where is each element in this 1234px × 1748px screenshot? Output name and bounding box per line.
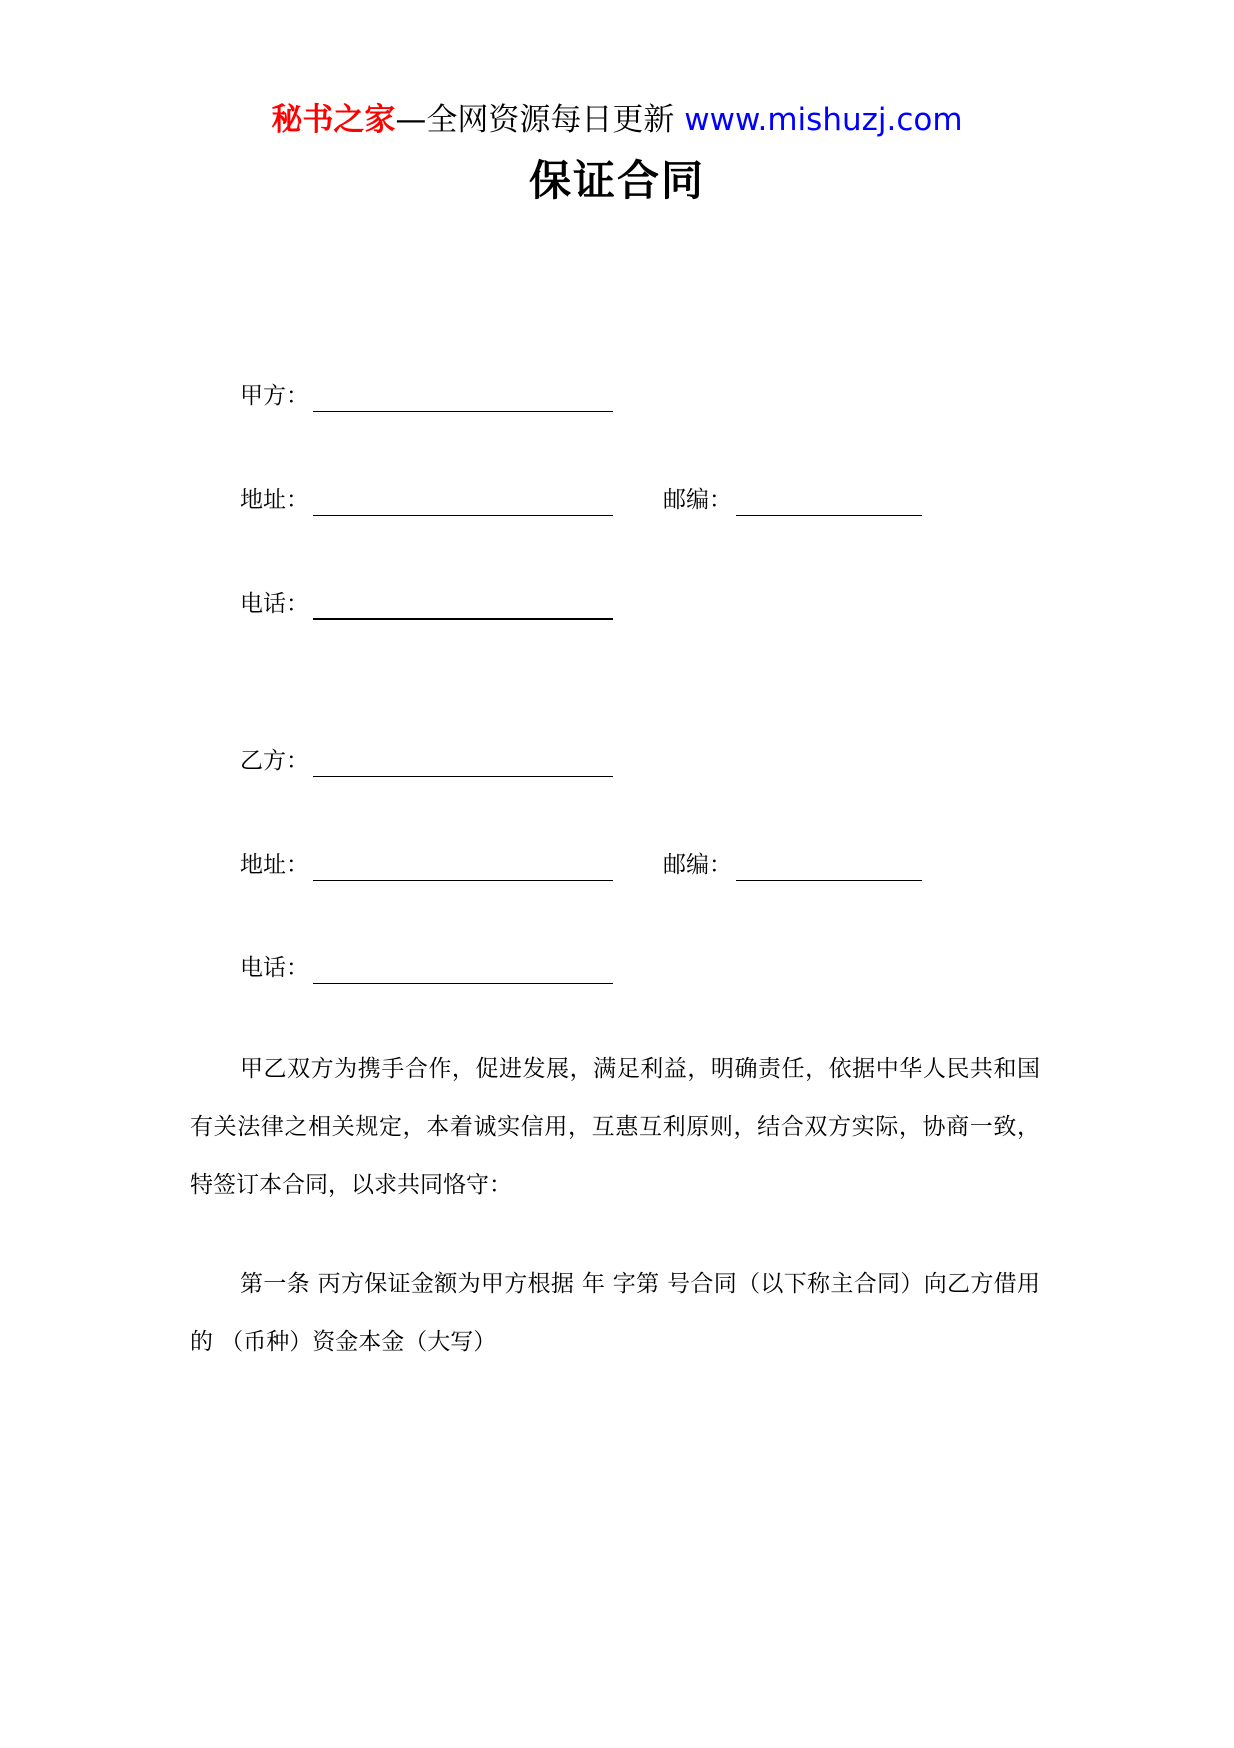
party-b-address-label: 地址： <box>240 852 309 878</box>
party-b-postcode-blank[interactable] <box>736 880 922 881</box>
party-b-postcode-label: 邮编： <box>663 852 732 878</box>
party-a-postcode-field[interactable] <box>663 482 732 518</box>
party-a-address-label: 地址： <box>240 487 309 513</box>
party-b-address-blank[interactable] <box>313 880 613 881</box>
document-title: 保证合同 <box>528 156 705 205</box>
party-a-name-field[interactable] <box>240 378 309 414</box>
party-b-postcode-field[interactable] <box>663 847 732 883</box>
party-a-name-blank[interactable] <box>313 411 613 412</box>
banner-tagline: —全网资源每日更新 <box>395 102 685 138</box>
party-b-phone-label: 电话： <box>240 955 309 981</box>
party-a-phone-label: 电话： <box>240 591 309 617</box>
party-b-phone-field[interactable] <box>240 950 309 986</box>
party-a-postcode-blank[interactable] <box>736 515 922 516</box>
party-a-address-field[interactable] <box>240 482 309 518</box>
party-b-name-field[interactable] <box>240 743 309 779</box>
party-b-address-field[interactable] <box>240 847 309 883</box>
preamble-paragraph: 甲乙双方为携手合作，促进发展，满足利益，明确责任，依据中华人民共和国有关法律之相关规定，本着诚实信用，互惠互利原则，结合双方实际，协商一致，特签订本合同，以求共同恪守： <box>190 1056 1040 1198</box>
site-banner <box>0 100 1234 140</box>
party-b-phone-blank[interactable] <box>313 983 613 984</box>
party-b-name-label: 乙方： <box>240 748 309 774</box>
article-1-paragraph: 第一条 丙方保证金额为甲方根据 年 字第 号合同（以下称主合同）向乙方借用的 （币种）资金本金（大写） <box>190 1271 1040 1355</box>
party-a-address-blank[interactable] <box>313 515 613 516</box>
banner-brand: 秘书之家 <box>271 102 396 138</box>
party-a-name-label: 甲方： <box>240 383 309 409</box>
party-b-name-blank[interactable] <box>313 776 613 777</box>
banner-url-link[interactable]: www.mishuzj.com <box>684 102 963 138</box>
party-a-postcode-label: 邮编： <box>663 487 732 513</box>
party-a-phone-field[interactable] <box>240 586 309 622</box>
party-a-phone-blank[interactable] <box>313 618 613 620</box>
